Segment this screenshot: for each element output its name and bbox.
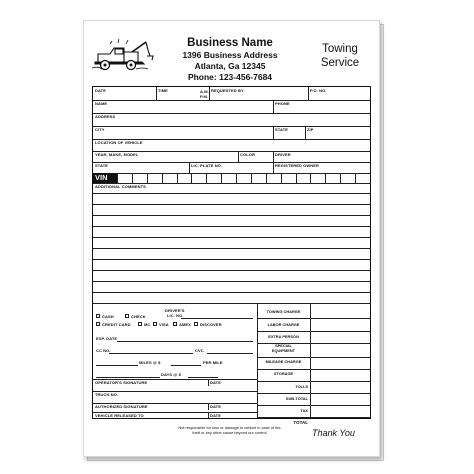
total-label: TOTAL [293, 420, 308, 425]
equipment-label: EQUIPMENT [271, 347, 296, 353]
business-block [170, 37, 290, 83]
date-label: DATE [95, 88, 106, 93]
comment-line[interactable] [93, 281, 370, 282]
labor-charge-label: LABOR CHARGE [267, 322, 300, 327]
driver-label: DRIVER [275, 152, 291, 157]
drivers-lic-label-2: LIC. NO. [167, 313, 184, 318]
extra-person-label: EXTRA PERSON [268, 334, 299, 339]
miles-label: MILES @ $ [139, 360, 161, 365]
time-label: TIME [158, 88, 168, 93]
cash-checkbox[interactable] [96, 314, 100, 318]
business-name: Business Name [187, 37, 273, 49]
business-address: 1396 Business Address [182, 50, 278, 60]
comment-line[interactable] [93, 259, 370, 260]
location-label: LOCATION OF VEHICLE [95, 140, 143, 145]
disclaimer-line1: Not responsible for loss or damage to vehicle in case of fire, [178, 425, 282, 430]
credit-card-label: CREDIT CARD [102, 322, 131, 327]
towing-charge-label: TOWING CHARGE [266, 309, 301, 314]
operator-signature-label: OPERATOR'S SIGNATURE [95, 380, 148, 385]
cvc-label: CVC [195, 348, 204, 353]
am-label: A.M. [200, 89, 209, 94]
authorized-signature-label: AUTHORIZED SIGNATURE [95, 404, 148, 409]
requested-by-label: REQUESTED BY [211, 88, 244, 93]
invoice-form [92, 86, 371, 425]
special-label: SPECIAL [275, 343, 292, 348]
days-label: DAYS @ $ [161, 372, 181, 377]
city-label: CITY [95, 127, 105, 132]
tow-truck-icon [92, 38, 160, 74]
check-checkbox[interactable] [125, 314, 129, 318]
form-title [305, 42, 375, 70]
comment-line[interactable] [93, 270, 370, 271]
visa-label: VISA [159, 322, 169, 327]
thank-you-text: Thank You [312, 428, 355, 438]
fee-row-line [257, 381, 370, 382]
check-label: CHECK [131, 314, 146, 319]
plate-label: LIC. PLATE NO. [191, 163, 223, 168]
credit-card-checkbox[interactable] [96, 322, 100, 326]
po-label: P.O. NO. [310, 88, 327, 93]
mc-checkbox[interactable] [138, 322, 142, 326]
date3-label: DATE [210, 413, 221, 418]
mc-label: MC [144, 322, 151, 327]
form-title-line2: Service [320, 57, 360, 69]
date2-label: DATE [210, 404, 221, 409]
drivers-lic-label-1: DRIVER'S [165, 308, 185, 313]
disclaimer [160, 425, 300, 435]
fee-row-line [257, 357, 370, 358]
disclaimer-line2: theft or any other cause beyond our control. [192, 430, 268, 435]
vehicle-released-label: VEHICLE RELEASED TO [95, 413, 144, 418]
exp-date-label: EXP. DATE [96, 336, 118, 341]
amex-label: AMEX [179, 322, 191, 327]
comments-label: ADDITIONAL COMMENTS [95, 184, 146, 189]
date1-label: DATE [210, 380, 221, 385]
form-title-line1: Towing [322, 43, 358, 55]
business-phone: Phone: 123-456-7684 [187, 72, 273, 82]
fee-row-line [257, 318, 370, 319]
visa-checkbox[interactable] [153, 322, 157, 326]
fee-row-line [257, 331, 370, 332]
comment-line[interactable] [93, 226, 370, 227]
address-label: ADDRESS [95, 114, 116, 119]
per-mile-label: PER MILE [203, 360, 223, 365]
comment-line[interactable] [93, 193, 370, 194]
comment-line[interactable] [93, 204, 370, 205]
name-label: NAME [95, 101, 108, 106]
vin-label: VIN [93, 173, 117, 183]
vin-cells [117, 174, 370, 183]
cc-no-label: CC NO. [96, 348, 111, 353]
truck-no-label: TRUCK NO. [95, 392, 119, 397]
discover-label: DISCOVER [200, 322, 222, 327]
comment-line[interactable] [93, 237, 370, 238]
amex-checkbox[interactable] [173, 322, 177, 326]
fee-row-line [257, 405, 370, 406]
phone-label: PHONE [275, 101, 290, 106]
fee-row-line [257, 393, 370, 394]
pm-label: P.M. [200, 94, 209, 99]
tax-label: TAX [300, 408, 308, 413]
color-label: COLOR [240, 152, 255, 157]
comment-line[interactable] [93, 292, 370, 293]
cash-label: CASH [102, 314, 114, 319]
ymm-label: YEAR, MAKE, MODEL [95, 152, 139, 157]
state-label: STATE [275, 127, 289, 132]
state2-label: STATE [95, 163, 109, 168]
owner-label: REGISTERED OWNER [275, 163, 320, 168]
storage-label: STORAGE [273, 371, 294, 376]
discover-checkbox[interactable] [194, 322, 198, 326]
subtotal-label: SUB-TOTAL [285, 396, 308, 401]
tolls-label: TOLLS [295, 384, 308, 389]
mileage-charge-label: MILEAGE CHARGE [265, 359, 302, 364]
fee-row-line [257, 369, 370, 370]
business-city: Atlanta, Ga 12345 [194, 61, 266, 71]
comment-line[interactable] [93, 215, 370, 216]
comment-line[interactable] [93, 248, 370, 249]
special-equipment-label [257, 344, 310, 353]
zip-label: ZIP [307, 127, 314, 132]
fee-row-line [257, 417, 370, 418]
